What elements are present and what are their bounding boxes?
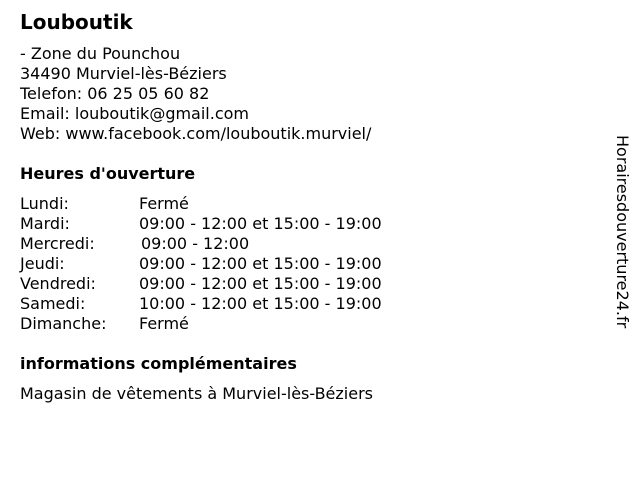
info-heading: informations complémentaires bbox=[20, 354, 297, 373]
business-name: Louboutik bbox=[20, 10, 133, 34]
web-line: Web: www.facebook.com/louboutik.murviel/ bbox=[20, 124, 372, 143]
info-description: Magasin de vêtements à Murviel-lès-Béziers bbox=[20, 384, 373, 403]
day-hours: 09:00 - 12:00 et 15:00 - 19:00 bbox=[139, 274, 382, 293]
day-label: Samedi: bbox=[20, 294, 86, 313]
day-hours: 09:00 - 12:00 et 15:00 - 19:00 bbox=[139, 214, 382, 233]
address-line-1: - Zone du Pounchou bbox=[20, 44, 181, 63]
day-hours: 09:00 - 12:00 et 15:00 - 19:00 bbox=[139, 254, 382, 273]
day-hours: Fermé bbox=[139, 194, 189, 213]
hours-heading: Heures d'ouverture bbox=[20, 164, 196, 183]
contact-block bbox=[20, 44, 371, 144]
day-label: Lundi: bbox=[20, 194, 69, 213]
day-label: Dimanche: bbox=[20, 314, 107, 333]
day-label: Mercredi: bbox=[20, 234, 95, 253]
day-label: Mardi: bbox=[20, 214, 70, 233]
phone-line: Telefon: 06 25 05 60 82 bbox=[20, 84, 210, 103]
day-hours: Fermé bbox=[139, 314, 189, 333]
day-label: Vendredi: bbox=[20, 274, 96, 293]
day-hours: 09:00 - 12:00 bbox=[141, 234, 250, 253]
site-brand-vertical: Horairesdouverture24.fr bbox=[613, 135, 632, 329]
email-line: Email: louboutik@gmail.com bbox=[20, 104, 250, 123]
day-hours: 10:00 - 12:00 et 15:00 - 19:00 bbox=[139, 294, 382, 313]
address-line-2: 34490 Murviel-lès-Béziers bbox=[20, 64, 227, 83]
day-label: Jeudi: bbox=[20, 254, 65, 273]
